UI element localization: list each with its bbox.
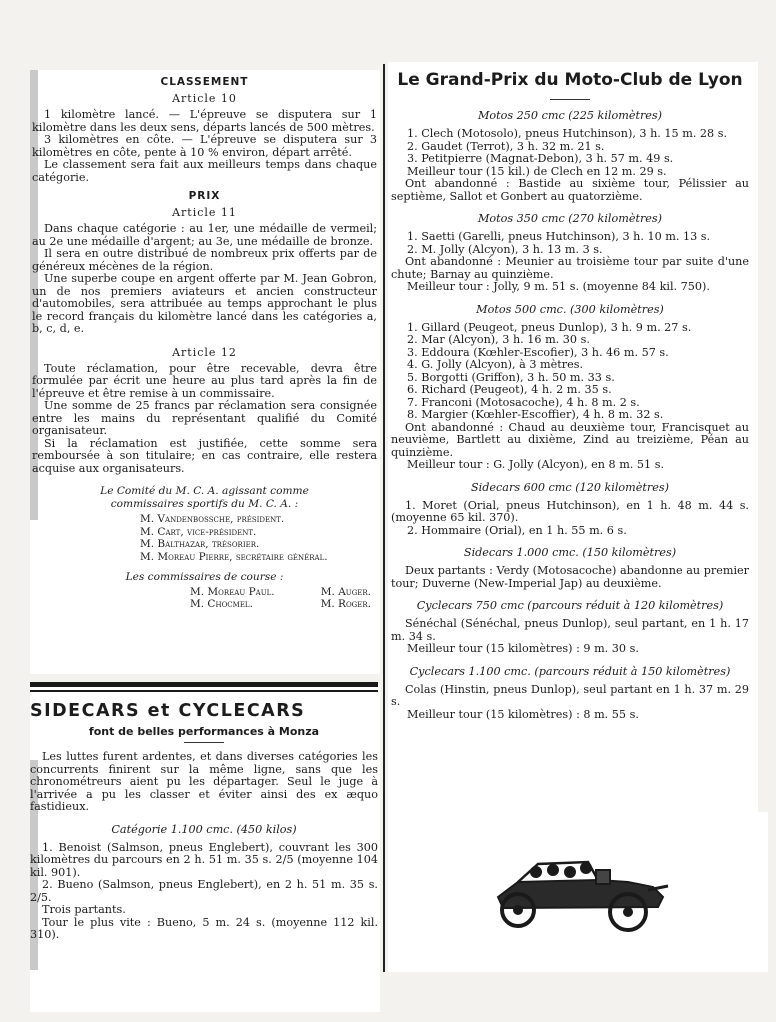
result-paragraph: Colas (Hinstin, pneus Dunlop), seul partant en 1 h. 37 m. 29 s.: [391, 682, 749, 708]
comite-caption-line-2: commissaires sportifs du M. C. A. :: [110, 497, 299, 510]
category-heading: Motos 250 cmc (225 kilomètres): [477, 109, 663, 122]
article-11-paragraph-1: Dans chaque catégorie : au 1er, une médaille de vermeil; au 2e une médaille d'argent; au 3e, une médaille de bronze.: [32, 222, 377, 248]
separator-dash: [184, 742, 224, 743]
result-line: 2. Gaudet (Terrot), 3 h. 32 m. 21 s.: [407, 139, 605, 153]
result-line: 4. G. Jolly (Alcyon), à 3 mètres.: [407, 358, 584, 371]
sidecars-title: SIDECARS et CYCLECARS: [30, 701, 306, 721]
separator-dash: [550, 99, 590, 100]
best-lap-line: Meilleur tour : G. Jolly (Alcyon), en 8 m. 51 s.: [407, 458, 665, 471]
section-rule: [30, 682, 378, 687]
result-line: 7. Franconi (Motosacoche), 4 h. 8 m. 2 s.: [407, 395, 640, 409]
committee-member: M. Cart, vice-président.: [140, 525, 257, 538]
commissaire-name: M. Chocmel.: [190, 598, 253, 610]
result-line: 2. Bueno (Salmson, pneus Englebert), en 2 h. 51 m. 35 s. 2/5.: [30, 878, 378, 904]
result-line: 1. Gillard (Peugeot, pneus Dunlop), 3 h. 9 m. 27 s.: [407, 320, 692, 334]
classement-heading: CLASSEMENT: [160, 76, 249, 88]
comite-caption-line-1: Le Comité du M. C. A. agissant comme: [100, 485, 309, 497]
result-line: Meilleur tour (15 kil.) de Clech en 12 m. 29 s.: [407, 164, 667, 178]
article-10-heading: Article 10: [172, 92, 237, 105]
result-line: 1. Clech (Motosolo), pneus Hutchinson), 3 h. 15 m. 28 s.: [407, 127, 728, 140]
abandon-paragraph: Ont abandonné : Meunier au troisième tour par suite d'une chute; Barnay au quinzième.: [391, 255, 749, 281]
best-lap-line: Meilleur tour (15 kilomètres) : 8 m. 55 s.: [407, 707, 639, 721]
abandon-paragraph: Ont abandonné : Chaud au deuxième tour, Francisquet au neuvième, Bartlett au dixième, Zind au treizième, Péan au quinzième.: [391, 420, 749, 459]
commissaires-heading: Les commissaires de course :: [125, 571, 284, 583]
committee-member: M. Vandenbossche, président.: [140, 513, 285, 525]
result-line: 8. Margier (Kœhler-Escoffier), 4 h. 8 m. 32 s.: [407, 408, 664, 421]
column-divider: [383, 64, 385, 972]
result-paragraph: Sénéchal (Sénéchal, pneus Dunlop), seul partant, en 1 h. 17 m. 34 s.: [391, 617, 749, 643]
article-10-paragraph-3: Le classement sera fait aux meilleurs temps dans chaque catégorie.: [32, 158, 377, 184]
result-line: 1. Moret (Orial, pneus Hutchinson), en 1 h. 48 m. 44 s. (moyenne 65 kil. 370).: [391, 498, 749, 524]
result-line: 3. Eddoura (Kœhler-Escofier), 3 h. 46 m. 57 s.: [407, 345, 669, 359]
best-lap-line: Meilleur tour : Jolly, 9 m. 51 s. (moyenne 84 kil. 750).: [407, 280, 710, 293]
article-11-paragraph-2: Il sera en outre distribué de nombreux prix offerts par de généreux mécènes de la région.: [32, 247, 377, 273]
prix-heading: PRIX: [188, 190, 221, 202]
commissaire-name: M. Roger.: [320, 598, 371, 610]
article-10-paragraph-1: 1 kilomètre lancé. — L'épreuve se disputera sur 1 kilomètre dans les deux sens, départs lancés de 500 mètres.: [32, 108, 377, 134]
article-10-paragraph-2: 3 kilomètres en côte. — L'épreuve se disputera sur 3 kilomètres en côte, pente à 10 % environ, départ arrêté.: [32, 133, 377, 159]
result-line: 1. Benoist (Salmson, pneus Englebert), couvrant les 300 kilomètres du parcours en 2 h. 51 m. 35 s. 2/5 (moyenne 104 kil. 901).: [30, 840, 378, 879]
article-12-paragraph-2: Une somme de 25 francs par réclamation sera consignée entre les mains du représentant qualifié du Comité organisateur.: [32, 399, 377, 437]
category-heading: Catégorie 1.100 cmc. (450 kilos): [111, 822, 297, 836]
commissaire-name: M. Auger.: [320, 585, 371, 598]
section-rule-thin: [30, 690, 378, 692]
right-column: [391, 66, 749, 826]
result-line: 6. Richard (Peugeot), 4 h. 2 m. 35 s.: [407, 383, 612, 396]
result-paragraph: Deux partants : Verdy (Motosacoche) abandonne au premier tour; Duverne (New-Imperial Jap) au deuxième.: [391, 564, 749, 590]
abandon-paragraph: Ont abandonné : Bastide au sixième tour, Pélissier au septième, Sallot et Gonbert au quatorzième.: [391, 177, 749, 203]
category-heading: Motos 350 cmc (270 kilomètres): [477, 212, 663, 225]
category-heading: Cyclecars 750 cmc (parcours réduit à 120 kilomètres): [416, 599, 724, 612]
grand-prix-title: Le Grand-Prix du Moto-Club de Lyon: [397, 70, 743, 90]
commissaires-row: [32, 598, 377, 611]
result-line: 1. Saetti (Garelli, pneus Hutchinson), 3 h. 10 m. 13 s.: [407, 230, 711, 243]
article-12-heading: Article 12: [172, 345, 237, 359]
result-line: 5. Borgotti (Griffon), 3 h. 50 m. 33 s.: [407, 370, 615, 384]
sidecars-section: [30, 700, 378, 942]
sidecars-subtitle: font de belles performances à Monza: [88, 725, 320, 738]
sidecars-intro: Les luttes furent ardentes, et dans diverses catégories les concurrents finirent sur la même ligne, sans que les chronométreurs aient pu les départager. Seul le juge à l'arrivée a pu les classer et éviter ainsi des ex æquo fastidieux.: [30, 750, 378, 813]
cyclecar-illustration: [478, 842, 678, 942]
article-11-paragraph-3: Une superbe coupe en argent offerte par M. Jean Gobron, un de nos premiers aviateurs et ancien constructeur d'automobiles, sera attribuée au temps approchant le plus le record français du kilomètre lancé dans les catégories a, b, c, d, e.: [32, 272, 377, 335]
committee-member: M. Balthazar, trésorier.: [140, 538, 260, 550]
result-line: 3. Petitpierre (Magnat-Debon), 3 h. 57 m. 49 s.: [407, 152, 674, 165]
best-lap-line: Meilleur tour (15 kilomètres) : 9 m. 30 s.: [407, 642, 639, 655]
commissaires-row: [32, 586, 377, 599]
article-11-heading: Article 11: [172, 206, 237, 219]
category-heading: Sidecars 1.000 cmc. (150 kilomètres): [463, 546, 677, 559]
commissaire-name: M. Moreau Paul.: [190, 585, 275, 598]
category-heading: Sidecars 600 cmc (120 kilomètres): [471, 480, 669, 494]
article-12-paragraph-3: Si la réclamation est justifiée, cette somme sera remboursée à son titulaire; en cas contraire, elle restera acquise aux organisateurs.: [32, 436, 377, 475]
category-heading: Cyclecars 1.100 cmc. (parcours réduit à 150 kilomètres): [409, 664, 731, 678]
committee-member: M. Moreau Pierre, secrétaire général.: [140, 550, 328, 563]
result-line: 2. Mar (Alcyon), 3 h. 16 m. 30 s.: [407, 333, 590, 346]
result-line: 2. Hommaire (Orial), en 1 h. 55 m. 6 s.: [407, 523, 627, 537]
article-12-paragraph-1: Toute réclamation, pour être recevable, devra être formulée par écrit une heure au plus tard après la fin de l'épreuve et être remise à un commissaire.: [32, 361, 377, 400]
result-line: Tour le plus vite : Bueno, 5 m. 24 s. (moyenne 112 kil. 310).: [30, 915, 378, 941]
category-heading: Motos 500 cmc. (300 kilomètres): [476, 302, 664, 316]
comite-caption: [32, 485, 377, 510]
result-line: 2. M. Jolly (Alcyon), 3 h. 13 m. 3 s.: [407, 242, 603, 256]
result-line: Trois partants.: [42, 903, 126, 916]
left-column: [32, 74, 377, 670]
